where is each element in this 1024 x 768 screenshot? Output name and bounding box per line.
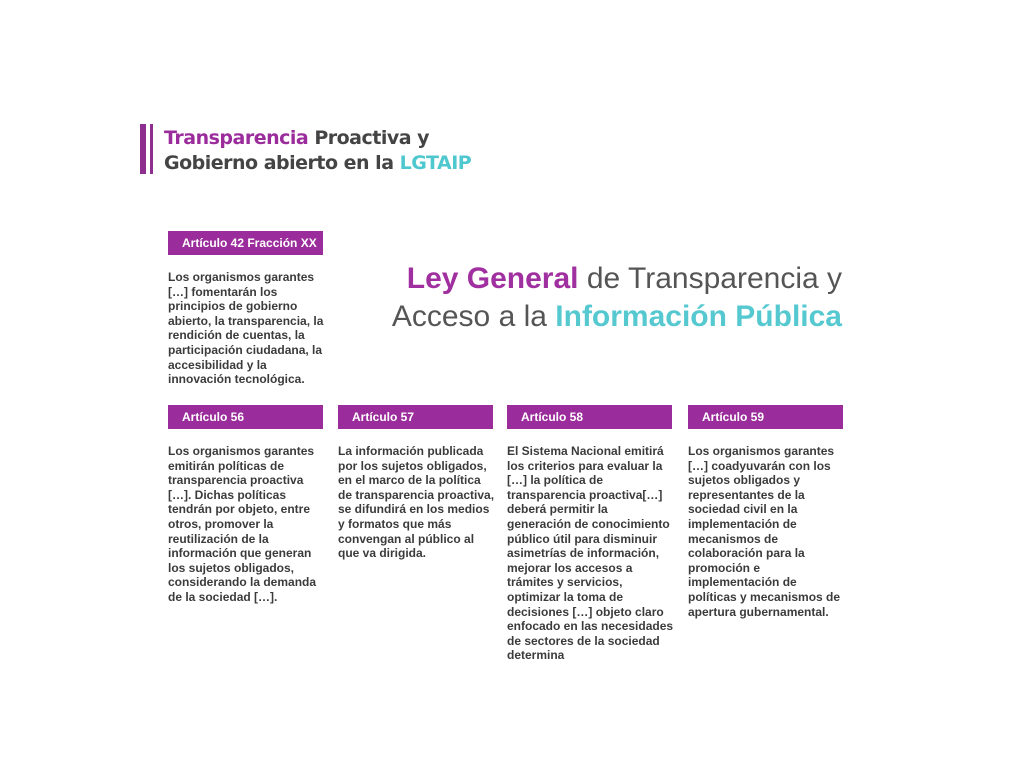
title-highlight-lgtaip: LGTAIP xyxy=(399,152,472,174)
title-highlight-transparencia: Transparencia xyxy=(164,127,309,149)
article-59-text: Los organismos garantes […] coadyuvarán con los sujetos obligados y representantes de la sociedad civil en la implementación de mecanismos de colaboración para la promoción e implementación de políticas y mecanismos de apertura gubernamental. xyxy=(688,444,841,619)
slide-title xyxy=(164,126,471,176)
article-58-header: Artículo 58 xyxy=(507,405,672,429)
article-42-text: Los organismos garantes […] fomentarán los principios de gobierno abierto, la transparencia, la rendición de cuentas, la participación ciudadana, la accesibilidad y la innovación tecnológica. xyxy=(168,270,324,387)
main-heading-line1-rest: de Transparencia y xyxy=(578,262,842,295)
main-heading-ley-general: Ley General xyxy=(406,262,579,295)
article-56-header: Artículo 56 xyxy=(168,405,323,429)
article-59-header: Artículo 59 xyxy=(688,405,843,429)
article-56-text: Los organismos garantes emitirán políticas de transparencia proactiva […]. Dichas políticas tendrán por objeto, entre otros, promover la reutilización de la información que generan los sujetos obligados, considerando la demanda de la sociedad […]. xyxy=(168,444,317,604)
article-57-header: Artículo 57 xyxy=(338,405,493,429)
main-heading-informacion-publica: Información Pública xyxy=(555,300,842,333)
main-heading xyxy=(372,260,842,336)
main-heading-line2-rest: Acceso a la xyxy=(391,300,556,333)
title-line2-rest: Gobierno abierto en la xyxy=(164,152,400,174)
article-42-header: Artículo 42 Fracción XX xyxy=(168,231,323,255)
title-accent-bar-thin xyxy=(150,124,153,174)
article-58-text: El Sistema Nacional emitirá los criterios para evaluar la […] la política de transparencia proactiva[…] deberá permitir la generación de conocimiento público útil para disminuir asimetrías de información, mejorar los accesos a trámites y servicios, optimizar la toma de decisiones […] objeto claro enfocado en las necesidades de sectores de la sociedad determina xyxy=(507,444,674,663)
title-line1-rest: Proactiva y xyxy=(308,127,430,149)
article-57-text: La información publicada por los sujetos obligados, en el marco de la política de transparencia proactiva, se difundirá en los medios y formatos que más convengan al público al que va dirigida. xyxy=(338,444,495,561)
title-accent-bar xyxy=(140,124,146,174)
